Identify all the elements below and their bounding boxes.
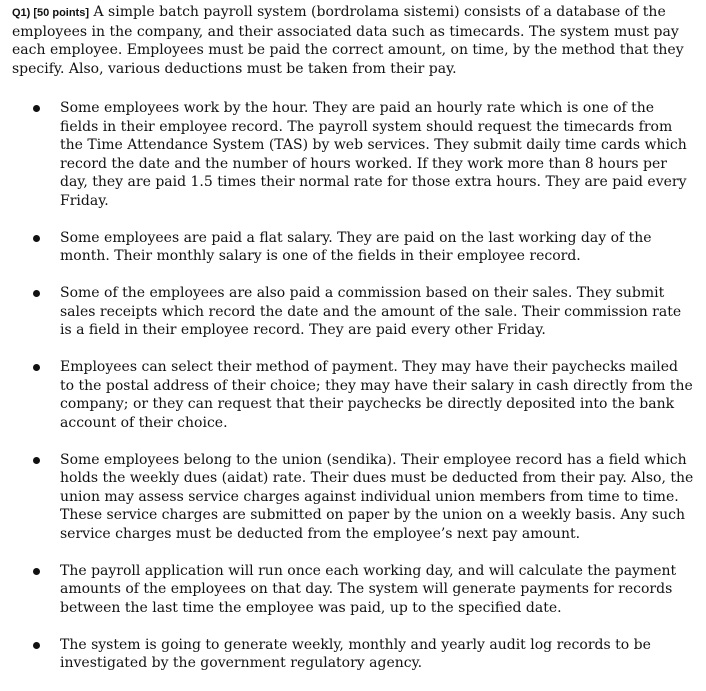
list-item	[12, 636, 696, 673]
list-item	[12, 451, 696, 544]
bullet-icon	[33, 568, 40, 575]
list-item-text: Some of the employees are also paid a commission based on their sales. They submit sales receipts which record the date and the amount of the sale. Their commission rate is a field in their employee record. They are paid every other Friday.	[60, 285, 682, 338]
question-label: Q1) [50 points]	[12, 7, 90, 19]
document	[12, 3, 696, 691]
bullet-icon	[33, 105, 40, 112]
question-intro	[12, 3, 696, 78]
list-item-text: The system is going to generate weekly, monthly and yearly audit log records to be investigated by the government regulatory agency.	[60, 636, 651, 671]
list-item	[12, 229, 696, 266]
list-item-text: The payroll application will run once each working day, and will calculate the payment amounts of the employees on that day. The system will generate payments for records between the last time the employee was paid, up to the specified date.	[60, 562, 677, 616]
bullet-icon	[33, 364, 40, 371]
list-item-text: Employees can select their method of payment. They may have their paychecks mailed to the postal address of their choice; they may have their salary in cash directly from the company; or they can request that their paychecks be directly deposited into the bank account of their choice.	[60, 359, 693, 431]
list-item-text: Some employees are paid a flat salary. They are paid on the last working day of the month. Their monthly salary is one of the fields in their employee record.	[60, 229, 652, 264]
list-item-text: Some employees work by the hour. They are paid an hourly rate which is one of the fields in their employee record. The payroll system should request the timecards from the Time Attendance System (TAS) by web services. They submit daily time cards which record the date and the number of hours worked. If they work more than 8 hours per day, they are paid 1.5 times their normal rate for those extra hours. They are paid every Friday.	[60, 100, 687, 209]
list-item	[12, 99, 696, 210]
bullet-icon	[33, 642, 40, 649]
requirements-list	[12, 99, 696, 673]
question-text: A simple batch payroll system (bordrolama sistemi) consists of a database of the employees in the company, and their associated data such as timecards. The system must pay each employee. Employees must be paid the correct amount, on time, by the method that they specify. Also, various deductions must be taken from their pay.	[12, 4, 684, 77]
bullet-icon	[33, 290, 40, 297]
list-item	[12, 562, 696, 618]
list-item-text: Some employees belong to the union (sendika). Their employee record has a field which holds the weekly dues (aidat) rate. Their dues must be deducted from their pay. Also, the union may assess service charges against individual union members from time to time. These service charges are submitted on paper by the union on a weekly basis. Any such service charges must be deducted from the employee’s next pay amount.	[60, 451, 694, 542]
list-item	[12, 358, 696, 432]
list-item	[12, 284, 696, 340]
bullet-icon	[33, 457, 40, 464]
bullet-icon	[33, 235, 40, 242]
